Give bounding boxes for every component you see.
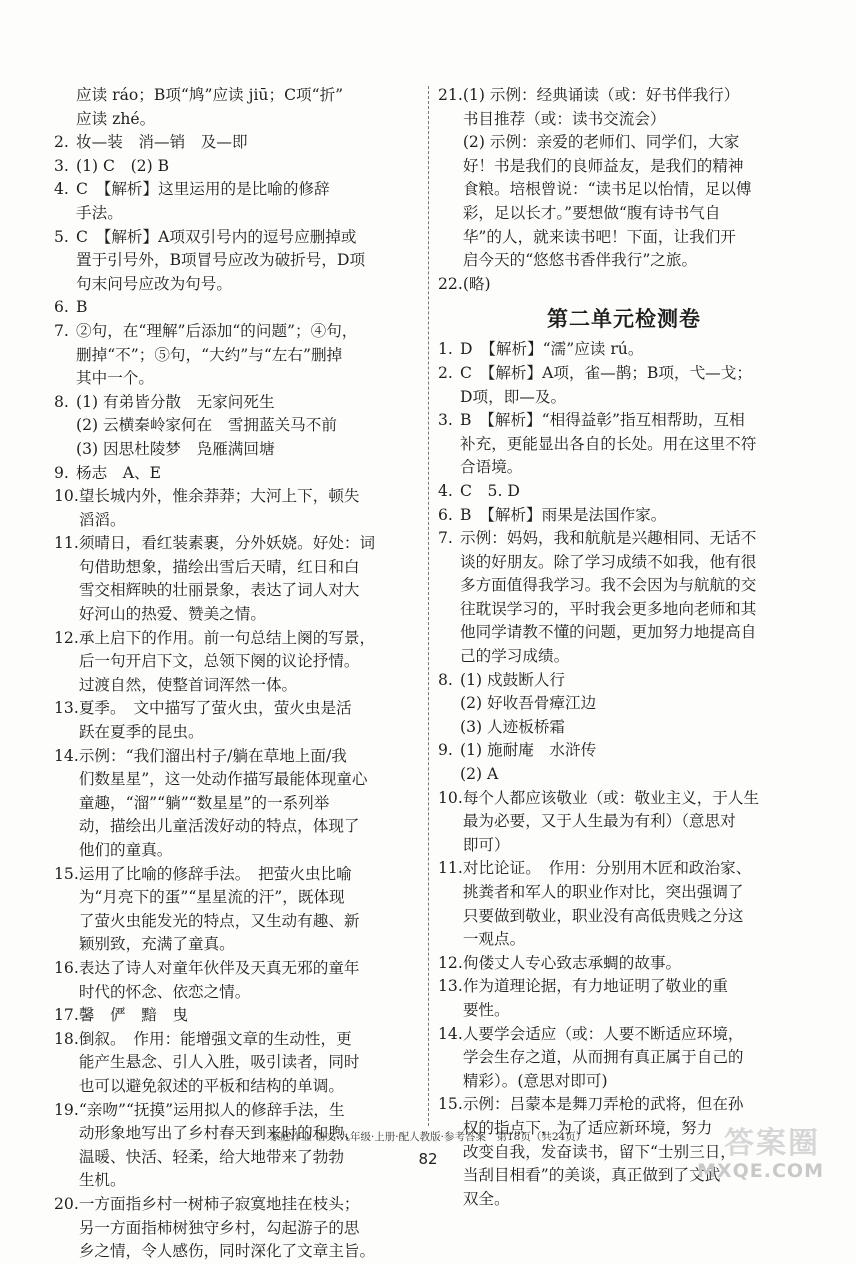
answer-text: C 【解析】这里运用的是比喻的修辞 手法。 xyxy=(76,180,330,222)
answer-item xyxy=(438,338,810,362)
answer-number: 20. xyxy=(54,1194,79,1213)
answer-number: 5. xyxy=(54,227,69,246)
column-divider xyxy=(428,86,429,1126)
answer-text: B 【解析】“相得益彰”指互相帮助，互相 补充，更能显出各自的长处。用在这里不符 合语境。 xyxy=(460,411,757,477)
answer-number: 12. xyxy=(438,953,463,972)
answer-number: 21. xyxy=(438,86,463,104)
answer-item xyxy=(54,296,426,320)
answer-text: C 【解析】A项双引号内的逗号应删掉或 置于引号外，B项冒号应改为破折号，D项 句末问号应改为句号。 xyxy=(76,227,366,293)
answer-number: 6. xyxy=(54,298,69,317)
answer-text: B 【解析】雨果是法国作家。 xyxy=(460,505,667,524)
answer-text: 示例：妈妈，我和航航是兴趣相同、无话不 谈的好朋友。除了学习成绩不如我，他有很 多方面值得我学习。我不会因为与航航的交 往耽误学习的，平时我会更多地向老师和其 他同学请教不懂的问题，更加努力地提高自 己的学习成绩。 xyxy=(460,529,757,666)
answer-item xyxy=(438,84,810,273)
answer-text: 杨志 A、E xyxy=(76,463,162,482)
answer-text: 须晴日，看红装素裹，分外妖娆。好处：词 句借助想象，描绘出雪后天晴，红日和白 雪交相辉映的壮丽景象，表达了词人对大 好河山的热爱、赞美之情。 xyxy=(78,534,376,624)
answer-text: 佝偻丈人专心致志承蜩的故事。 xyxy=(462,953,682,972)
answer-number xyxy=(54,84,76,131)
answer-number: 7. xyxy=(438,529,453,548)
left-answer-column xyxy=(54,84,426,1264)
answer-item xyxy=(438,362,810,409)
answer-item xyxy=(438,504,810,528)
answer-text: 妆—装 消—销 及—即 xyxy=(76,133,248,152)
answer-text: C 【解析】A项，雀—鹊；B项，弋—戈； D项，即—及。 xyxy=(460,363,752,406)
answer-item xyxy=(54,462,426,486)
answer-item xyxy=(54,178,426,225)
answer-text: B xyxy=(76,298,88,317)
answer-item xyxy=(54,485,426,532)
answer-text: (1) C (2) B xyxy=(76,156,170,175)
answer-item xyxy=(438,787,810,858)
answer-item xyxy=(54,957,426,1004)
answer-number: 14. xyxy=(438,1024,463,1043)
answer-text: (1) 戍鼓断人行 (2) 好收吾骨瘴江边 (3) 人迹板桥霜 xyxy=(460,670,597,736)
answer-item xyxy=(54,320,426,391)
answer-item xyxy=(438,409,810,480)
answer-text: 夏季。 文中描写了萤火虫，萤火虫是活 跃在夏季的昆虫。 xyxy=(78,699,352,742)
watermark-logo-text: 答案圈 xyxy=(724,1126,820,1161)
answer-item xyxy=(438,480,810,504)
answer-text: 承上启下的作用。前一句总结上阕的写景， 后一句开启下文，总领下阕的议论抒情。 过渡自然，使整首词浑然一体。 xyxy=(78,628,376,694)
answer-text: 作为道理论据，有力地证明了敬业的重 要性。 xyxy=(462,977,728,1019)
answer-text: 示例：吕蒙本是舞刀弄枪的武将，但在孙 权的指点下，为了适应新环境，努力 改变自我，发奋读书，留下“士别三日， 当刮目相看”的美谈，真正做到了文武 双全。 xyxy=(462,1095,744,1208)
unit-two-answers xyxy=(438,338,810,1211)
answer-item xyxy=(54,1099,426,1193)
answer-text: (1) 有弟皆分散 无家问死生 (2) 云横秦岭家何在 雪拥蓝关马不前 (3) 因思杜陵梦 凫雁满回塘 xyxy=(76,392,337,458)
answer-item xyxy=(438,857,810,951)
answer-text: 每个人都应该敬业（或：敬业主义，于人生 最为必要，又于人生最为有利）（意思对 即可） xyxy=(462,788,760,854)
answer-text: (1) 施耐庵 水浒传 (2) A xyxy=(460,741,597,784)
answer-number: 1. xyxy=(438,340,453,359)
answer-number: 7. xyxy=(54,321,69,340)
answer-item xyxy=(54,697,426,744)
answer-item xyxy=(54,391,426,462)
answer-number: 9. xyxy=(54,463,69,482)
answer-text: (1) 示例：经典诵读（或：好书伴我行） 书目推荐（或：读书交流会） (2) 示例：亲爱的老师们、同学们，大家 好！书是我们的良师益友，是我们的精神 食粮。培根曾说：“读书足以怡情，足以傅 彩，足以长才。”要想做“腹有诗书气自 华”的人，就来读书吧！下面，让我们开 启今天的“悠悠书香伴我行”之旅。 xyxy=(462,86,752,270)
answer-item xyxy=(54,155,426,179)
unit-one-answers-continued xyxy=(438,84,810,296)
answer-number: 11. xyxy=(54,534,79,553)
answer-text: “亲吻”“抚摸”运用拟人的修辞手法，生 动形象地写出了乡村春天到来时的和煦、 温暖、快活、轻柔，给大地带来了勃勃 生机。 xyxy=(78,1100,360,1190)
answer-text: 倒叙。 作用：能增强文章的生动性，更 能产生悬念、引人入胜，吸引读者，同时 也可以避免叙述的平板和结构的单调。 xyxy=(78,1029,360,1095)
answer-text: (略) xyxy=(462,274,491,293)
answer-text: ②句，在“理解”后添加“的问题”；④句， 删掉“不”；⑤句，“大约”与“左右”删掉 其中一个。 xyxy=(76,321,358,388)
answer-text: 一方面指乡村一树柿子寂寞地挂在枝头； 另一方面指柿树独守乡村，勾起游子的思 乡之情，令人感伤，同时深化了文章主旨。 xyxy=(78,1194,376,1261)
answer-number: 17. xyxy=(54,1006,79,1025)
answer-number: 15. xyxy=(54,864,79,883)
answer-text: 对比论证。 作用：分别用木匠和政治家、 挑粪者和军人的职业作对比，突出强调了 只要做到敬业，职业没有高低贵贱之分这 一观点。 xyxy=(462,859,752,949)
watermark-site-text: MXQE.COM xyxy=(697,1160,824,1182)
answer-text: 馨 俨 黯 曳 xyxy=(78,1006,188,1025)
answer-item xyxy=(438,739,810,786)
answer-item xyxy=(438,975,810,1022)
answer-number: 22. xyxy=(438,274,463,293)
answer-number: 3. xyxy=(438,411,453,430)
answer-item xyxy=(438,273,810,297)
answer-item xyxy=(54,1193,426,1264)
answer-number: 10. xyxy=(438,788,463,807)
answer-number: 9. xyxy=(438,741,453,760)
answer-number: 15. xyxy=(438,1095,463,1114)
answer-number: 13. xyxy=(54,699,79,718)
page-footer: 家庭作业·语文·九年级·上册·配人教版·参考答案 第18页（共24页） xyxy=(269,1131,587,1143)
page-number: 82 xyxy=(418,1150,438,1168)
answer-item xyxy=(54,226,426,297)
answer-item xyxy=(438,527,810,669)
answer-text: 人要学会适应（或：人要不断适应环境， 学会生存之道，从而拥有真正属于自己的 精彩）。(意思对即可) xyxy=(462,1024,744,1090)
answer-number: 18. xyxy=(54,1029,79,1048)
answer-item xyxy=(54,627,426,698)
answer-item xyxy=(438,1023,810,1094)
answer-text: 示例：“我们溜出村子/躺在草地上面/我 们数星星”，这一处动作描写最能体现童心 童趣，“溜”“躺”“数星星”的一系列举 动，描绘出儿童活泼好动的特点，体现了 他们的童真。 xyxy=(78,746,368,859)
answer-number: 10. xyxy=(54,487,79,506)
answer-item xyxy=(54,863,426,957)
answer-number: 8. xyxy=(54,392,69,411)
answer-text: 运用了比喻的修辞手法。 把萤火虫比喻 为“月亮下的蛋”“星星流的汗”，既体现 了萤火虫能发光的特点，又生动有趣、新 颖别致，充满了童真。 xyxy=(78,864,360,954)
answer-item xyxy=(54,84,426,131)
answer-number: 19. xyxy=(54,1100,79,1119)
answer-number: 16. xyxy=(54,958,79,977)
answer-item xyxy=(54,131,426,155)
answer-text: C 5. D xyxy=(460,481,520,500)
answer-item xyxy=(438,669,810,740)
answer-number: 2. xyxy=(438,363,453,382)
answer-number: 4. xyxy=(54,180,69,199)
answer-number: 6. xyxy=(438,505,453,524)
answer-item xyxy=(54,745,426,863)
answer-number: 12. xyxy=(54,628,79,647)
answer-text: 表达了诗人对童年伙伴及天真无邪的童年 时代的怀念、依恋之情。 xyxy=(78,958,360,1001)
answer-item xyxy=(54,1004,426,1028)
answer-number: 4. xyxy=(438,481,453,500)
section-title: 第二单元检测卷 xyxy=(547,307,701,332)
answer-text: 应读 ráo；B项“鸠”应读 jiū；C项“折” 应读 zhé。 xyxy=(76,86,344,128)
answer-item xyxy=(54,532,426,626)
answer-number: 8. xyxy=(438,670,453,689)
right-answer-column xyxy=(438,84,810,1211)
answer-item xyxy=(438,952,810,976)
answer-text: 望长城内外，惟余莽莽；大河上下，顿失 滔滔。 xyxy=(78,487,360,529)
answer-number: 13. xyxy=(438,977,463,996)
answer-number: 2. xyxy=(54,133,69,152)
answer-text: D 【解析】“濡”应读 rú。 xyxy=(460,340,644,359)
answer-item xyxy=(54,1028,426,1099)
watermark-logo xyxy=(692,1126,842,1190)
answer-number: 14. xyxy=(54,746,79,765)
answer-number: 3. xyxy=(54,156,69,175)
answer-number: 11. xyxy=(438,859,463,878)
